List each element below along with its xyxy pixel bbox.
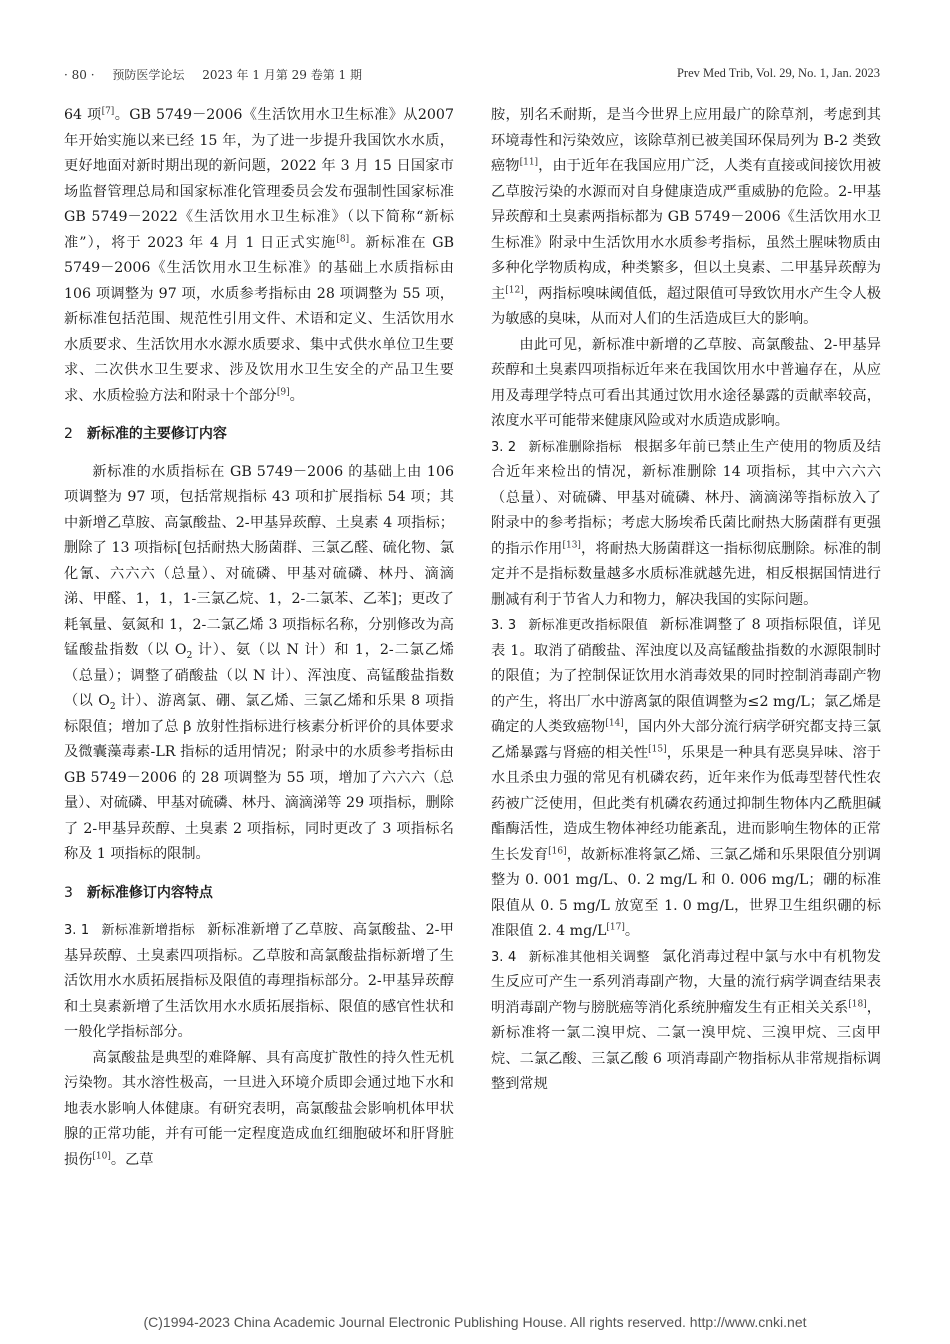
paragraph: 高氯酸盐是典型的难降解、具有高度扩散性的持久性无机污染物。其水溶性极高，一旦进入环境介质即会通过地下水和地表水影响人体健康。有研究表明，高氯酸盐会影响机体甲状腺的正常功能，并有可能一定程度造成血红细胞破坏和肝肾脏损伤[10]。乙草 [64, 1049, 454, 1168]
citation[interactable]: [11] [519, 157, 539, 168]
paragraph: 64 项[7]。GB 5749－2006《生活饮用水卫生标准》从2007 年开始实施以来已经 15 年，为了进一步提升我国饮水水质，更好地面对新时期出现的新问题，2022 年 3 月 15 日国家市场监督管理总局和国家标准化管理委员会发布强制性国家标准 GB 5749－2022《生活饮用水卫生标准》（以下简称“新标准”），将于 2023 年 4 月 1 日正式实施[8]。新标准在 GB 5749－2006《生活饮用水卫生标准》的基础上水质指标由 106 项调整为 97 项，水质参考指标由 28 项调整为 55 项，新标准包括范围、规范性引用文件、术语和定义、生活饮用水水质要求、生活饮用水水源水质要求、集中式供水单位卫生要求、二次供水卫生要求、涉及饮用水卫生安全的产品卫生要求、水质检验方法和附录十个部分[9]。 [64, 106, 454, 404]
citation[interactable]: [14] [605, 718, 624, 729]
subsection-label: 3. 3 新标准更改指标限值 [491, 618, 648, 633]
citation[interactable]: [16] [548, 845, 567, 856]
header-left [64, 66, 376, 83]
page-header [64, 66, 880, 88]
section-heading-3: 3 新标准修订内容特点 [64, 884, 213, 901]
paragraph: 由此可见，新标准中新增的乙草胺、高氯酸盐、2-甲基异莰醇和土臭素四项指标近年来在我国饮用水中普遍存在，从应用及毒理学特点可看出其通过饮用水途径暴露的贡献率较高，浓度水平可能带来健康风险或对水质造成影响。 [491, 336, 881, 429]
paragraph: 胺，别名禾耐斯，是当今世界上应用最广的除草剂，考虑到其环境毒性和污染效应，该除草剂已被美国环保局列为 B-2 类致癌物[11]，由于近年在我国应用广泛，人类有直接或间接饮用被乙草胺污染的水源而对自身健康造成严重威胁的危险。2-甲基异莰醇和土臭素两指标都为 GB 5749－2006《生活饮用水卫生标准》附录中生活饮用水水质参考指标，虽然土腥味物质由多种化学物质构成，种类繁多，但以土臭素、二甲基异莰醇为主[12]，两指标嗅味阈值低，超过限值可导致饮用水产生令人极为敏感的臭味，从而对人们的生活造成巨大的影响。 [491, 107, 881, 327]
issue-info-cn: 2023 年 1 月第 29 卷第 1 期 [202, 68, 362, 82]
subsection-label: 3. 4 新标准其他相关调整 [491, 949, 650, 965]
subsection-3-2: 3. 2 新标准删除指标 根据多年前已禁止生产使用的物质及结合近年来检出的情况，新标准删除 14 项指标，其中六六六（总量）、对硫磷、甲基对硫磷、林丹、滴滴涕等指标放入了附录中的参考指标；考虑大肠埃希氏菌比耐热大肠菌群有更强的指示作用[13]，将耐热大肠菌群这一指标彻底删除。标准的制定并不是指标数量越多水质标准就越先进，相反根据国情进行删减有利于节省人力和物力，解决我国的实际问题。 [491, 438, 881, 608]
copyright-footer: (C)1994-2023 China Academic Journal Electronic Publishing House. All rights reserved. http://www.cnki.net [143, 1314, 807, 1330]
citation[interactable]: [7] [101, 106, 115, 117]
subsection-3-3: 3. 3 新标准更改指标限值 新标准调整了 8 项指标限值，详见表 1。取消了硝酸盐、浑浊度以及高锰酸盐指数的水源限制时的限值；为了控制保证饮用水消毒效果的同时控制消毒副产物的产生，将出厂水中游离氯的限值调整为≤2 mg/L；氯乙烯是确定的人类致癌物[14]，国内外大部分流行病学研究都支持三氯乙烯暴露与肾癌的相关性[15]，乐果是一种具有恶臭异味、溶于水且杀虫力强的常见有机磷农药，近年来作为低毒型替代性农药被广泛使用，但此类有机磷农药通过抑制生物体内乙酰胆碱酯酶活性，造成生物体神经功能紊乱，进而影响生物体的正常生长发育[16]，故新标准将氯乙烯、三氯乙烯和乐果限值分别调整为 0. 001 mg/L、0. 2 mg/L 和 0. 006 mg/L；硼的标准限值从 0. 5 mg/L 放宽至 1. 0 mg/L，世界卫生组织硼的标准限值 2. 4 mg/L[17]。 [491, 617, 881, 939]
subsection-label: 3. 1 新标准新增指标 [64, 923, 196, 938]
subsection-label: 3. 2 新标准删除指标 [491, 439, 623, 455]
paragraph: 新标准的水质指标在 GB 5749－2006 的基础上由 106 项调整为 97 项，包括常规指标 43 项和扩展指标 54 项；其中新增乙草胺、高氯酸盐、2-甲基异莰醇、土臭素 4 项指标；删除了 13 项指标[包括耐热大肠菌群、三氯乙醛、硫化物、氯化氰、六六六（总量）、对硫磷、甲基对硫磷、林丹、滴滴涕、甲醛、1，1，1-三氯乙烷、1，2-二氯苯、乙苯]；更改了耗氧量、氨氮和 1，2-二氯乙烯 3 项指标名称，分别修改为高锰酸盐指数（以 $O_2$ 计）、氨（以 N 计）和 1，2-二氯乙烯（总量）；调整了硝酸盐（以 N 计）、浑浊度、高锰酸盐指数（以 $O_2$ 计）、游离氯、硼、氯乙烯、三氯乙烯和乐果 8 项指标限值；增加了总 β 放射性指标进行核素分析评价的具体要求及微囊藻毒素-LR 指标的适用情况；附录中的水质参考指标由 GB 5749－2006 的 28 项调整为 55 项，增加了六六六（总量）、对硫磷、甲基对硫磷、林丹、滴滴涕等 29 项指标，删除了 2-甲基异莰醇、土臭素 2 项指标，同时更改了 3 项指标名称及 1 项指标的限制。 [64, 463, 454, 862]
citation[interactable]: [17] [606, 922, 625, 933]
subsection-3-1: 3. 1 新标准新增指标 新标准新增了乙草胺、高氯酸盐、2-甲基异莰醇、土臭素四项指标。乙草胺和高氯酸盐指标新增了生活饮用水水质拓展指标及限值的毒理指标部分。2-甲基异莰醇和土臭素新增了生活饮用水水质拓展指标、限值的感官性状和一般化学指标部分。 [64, 922, 454, 1040]
left-column [64, 103, 454, 1173]
citation[interactable]: [15] [648, 743, 667, 754]
citation[interactable]: [9] [276, 386, 290, 397]
section-heading-2: 2 新标准的主要修订内容 [64, 426, 227, 442]
journal-name-en: Prev Med Trib, Vol. 29, No. 1, Jan. 2023 [676, 66, 880, 80]
citation[interactable]: [12] [505, 284, 524, 295]
citation[interactable]: [8] [336, 233, 350, 244]
citation[interactable]: [13] [562, 539, 581, 550]
citation[interactable]: [18] [848, 998, 867, 1009]
subsection-3-4: 3. 4 新标准其他相关调整 氯化消毒过程中氯与水中有机物发生反应可产生一系列消毒副产物，大量的流行病学调查结果表明消毒副产物与膀胱癌等消化系统肿瘤发生有正相关关系[18]，新标准将一氯二溴甲烷、二氯一溴甲烷、三溴甲烷、三卤甲烷、二氯乙酸、三氯乙酸 6 项消毒副产物指标从非常规指标调整到常规 [491, 948, 881, 1092]
citation[interactable]: [10] [92, 1150, 111, 1161]
right-column [491, 103, 881, 1098]
journal-name-cn: 预防医学论坛 [112, 68, 185, 82]
page-number: · 80 · [64, 68, 95, 82]
